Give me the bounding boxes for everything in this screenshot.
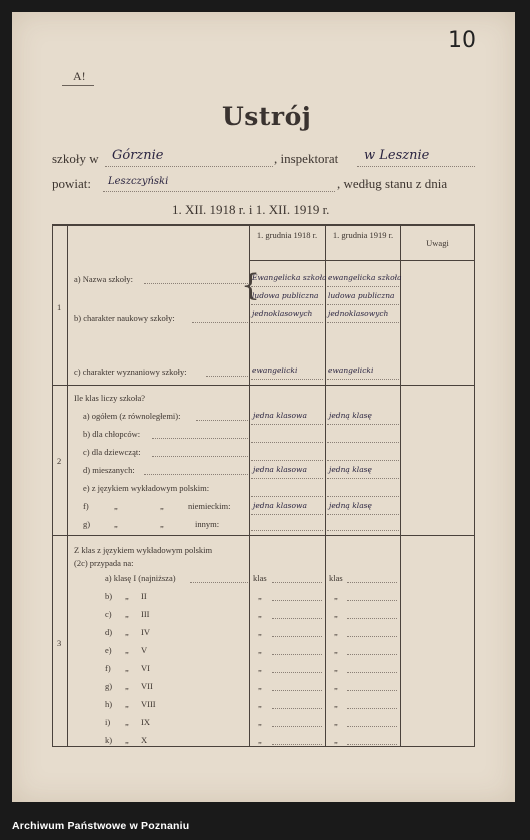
section2-label-b: b) dla chłopców:: [83, 429, 141, 439]
section1-c-dots: [206, 376, 248, 377]
section3-row-ditto: „: [125, 699, 129, 709]
cell-rule: [251, 424, 323, 425]
section3-row-ditto: „: [125, 645, 129, 655]
section3-row-letter: h): [105, 699, 113, 709]
section2-g-ditto-1: „: [114, 519, 118, 529]
district-prefix: powiat:: [52, 176, 91, 191]
cell-1918-ditto: „: [258, 681, 262, 691]
cell-1919-ditto: „: [334, 591, 338, 601]
section3-dots: [190, 582, 248, 583]
school-prefix: szkoły w: [52, 151, 99, 166]
header-row-border: [249, 260, 474, 261]
cell-rule: [327, 304, 399, 305]
cell-rule: [272, 600, 322, 601]
cell-1918-name-1: Ewangelicka szkoła: [252, 273, 327, 282]
section2-border: [52, 535, 475, 536]
cell-1918-name-2: ludowa publiczna: [252, 291, 319, 300]
section2-g-ditto-2: „: [160, 519, 164, 529]
cell-1918-ditto: „: [258, 627, 262, 637]
cell-rule: [251, 478, 323, 479]
cell-1918-ditto: „: [258, 717, 262, 727]
remarks-border: [400, 224, 401, 746]
cell-1918-klas-I: klas: [253, 573, 267, 583]
section2-dots: [144, 474, 248, 475]
section3-row-ditto: „: [125, 681, 129, 691]
section2-f-lang: niemieckim:: [188, 501, 231, 511]
section1-number: 1: [57, 302, 62, 312]
col1919-border: [325, 224, 326, 746]
section2-label-c: c) dla dziewcząt:: [83, 447, 141, 457]
section2-f-ditto-1: „: [114, 501, 118, 511]
section1-a-dots: [144, 283, 248, 284]
cell-rule: [251, 530, 323, 531]
cell-1919-denomination: ewangelicki: [328, 366, 374, 375]
section3-row-ditto: „: [125, 627, 129, 637]
inspectorate-place: w Lesznie: [364, 148, 430, 163]
cell-rule: [251, 304, 323, 305]
section3-row-numeral: IV: [141, 627, 150, 637]
column-header-remarks: Uwagi: [426, 238, 449, 248]
section3-row-ditto: „: [125, 591, 129, 601]
cell-rule: [347, 636, 397, 637]
cell-1918-denomination: ewangelicki: [252, 366, 298, 375]
section3-row-letter: b): [105, 591, 113, 601]
cell-rule: [327, 478, 399, 479]
section3-row-numeral: VII: [141, 681, 153, 691]
cell-rule: [251, 379, 323, 380]
cell-rule: [347, 654, 397, 655]
school-line: [105, 166, 273, 167]
cell-rule: [347, 672, 397, 673]
column-header-1918: 1. grudnia 1918 r.: [256, 230, 318, 240]
cell-1918-classes-total: jedna klasowa: [253, 411, 307, 420]
section2-label-e: e) z językiem wykładowym polskim:: [83, 483, 210, 493]
cell-rule: [347, 708, 397, 709]
cell-1918-ditto: „: [258, 645, 262, 655]
section3-row-ditto: „: [125, 663, 129, 673]
cell-rule: [327, 286, 399, 287]
cell-rule: [272, 672, 322, 673]
section2-label-a: a) ogółem (z równoległemi):: [83, 411, 181, 421]
section3-row-numeral: VI: [141, 663, 150, 673]
cell-rule: [327, 496, 399, 497]
cell-1919-klas-I: klas: [329, 573, 343, 583]
archive-footer: [0, 808, 530, 840]
table-right-border: [474, 224, 475, 746]
section2-label-d: d) mieszanych:: [83, 465, 135, 475]
cell-rule: [347, 600, 397, 601]
page-number: 10: [448, 28, 476, 53]
cell-rule: [251, 322, 323, 323]
cell-1919-ditto: „: [334, 699, 338, 709]
cell-rule: [251, 442, 323, 443]
state-text: , według stanu z dnia: [337, 176, 448, 191]
section3-row-ditto: „: [125, 735, 129, 745]
section2-dots: [196, 420, 248, 421]
cell-rule: [327, 424, 399, 425]
cell-rule: [251, 286, 323, 287]
section2-dots: [152, 456, 248, 457]
section3-heading-line1: Z klas z językiem wykładowym polskim: [74, 545, 213, 555]
cell-1918-ditto: „: [258, 735, 262, 745]
section3-row-letter: d): [105, 627, 113, 637]
section3-heading-line2: (2c) przypada na:: [74, 558, 134, 568]
archive-name: Archiwum Państwowe w Poznaniu: [12, 820, 190, 832]
cell-1919-ditto: „: [334, 681, 338, 691]
cell-rule: [272, 690, 322, 691]
cell-1919-classes-mixed: jedną klasę: [329, 465, 372, 474]
cell-1919-ditto: „: [334, 627, 338, 637]
cell-rule: [272, 744, 322, 745]
section3-row-ditto: „: [125, 717, 129, 727]
cell-rule: [272, 618, 322, 619]
cell-1918-classes-german: jedna klasowa: [253, 501, 307, 510]
cell-1918-ditto: „: [258, 663, 262, 673]
cell-1918-name-3: jednoklasowych: [252, 309, 313, 318]
cell-1919-ditto: „: [334, 735, 338, 745]
cell-rule: [347, 582, 397, 583]
section1-label-c: c) charakter wyznaniowy szkoły:: [74, 367, 187, 377]
number-col-border: [67, 224, 68, 746]
district-name: Leszczyński: [108, 176, 169, 187]
form-mark-underline: [62, 85, 94, 86]
section2-label-f: f): [83, 501, 89, 511]
section2-heading: Ile klas liczy szkoła?: [74, 393, 146, 403]
section3-number: 3: [57, 638, 62, 648]
cell-1919-name-3: jednoklasowych: [328, 309, 389, 318]
cell-rule: [251, 496, 323, 497]
cell-1918-classes-mixed: jedna klasowa: [253, 465, 307, 474]
section3-row-numeral: V: [141, 645, 148, 655]
cell-rule: [251, 460, 323, 461]
section3-row-letter: k): [105, 735, 113, 745]
section3-row-letter: i): [105, 717, 111, 727]
cell-rule: [327, 379, 399, 380]
cell-1918-ditto: „: [258, 609, 262, 619]
cell-1919-ditto: „: [334, 663, 338, 673]
cell-rule: [272, 708, 322, 709]
form-mark: A!: [73, 69, 86, 83]
cell-rule: [327, 530, 399, 531]
cell-rule: [327, 322, 399, 323]
table-left-border: [52, 224, 53, 746]
cell-1919-classes-german: jedną klasę: [329, 501, 372, 510]
cell-rule: [327, 442, 399, 443]
section2-number: 2: [57, 456, 62, 466]
column-header-1919: 1. grudnia 1919 r.: [332, 230, 394, 240]
section2-label-g: g): [83, 519, 91, 529]
cell-rule: [327, 460, 399, 461]
cell-rule: [347, 690, 397, 691]
dates-line: 1. XII. 1918 r. i 1. XII. 1919 r.: [172, 202, 330, 217]
section2-f-ditto-2: „: [160, 501, 164, 511]
cell-rule: [272, 582, 322, 583]
section3-row-letter: e): [105, 645, 112, 655]
cell-1919-classes-total: jedną klasę: [329, 411, 372, 420]
section2-g-lang: innym:: [195, 519, 220, 529]
section2-dots: [152, 438, 248, 439]
cell-1919-ditto: „: [334, 609, 338, 619]
cell-rule: [251, 514, 323, 515]
cell-1919-name-2: ludowa publiczna: [328, 291, 395, 300]
page-title: Ustrój: [222, 102, 312, 131]
school-place: Górznie: [112, 148, 164, 163]
section3-row-ditto: „: [125, 609, 129, 619]
inspectorate-line: [357, 166, 475, 167]
section1-b-dots: [192, 322, 248, 323]
section3-row-numeral: VIII: [141, 699, 156, 709]
section1-label-a: a) Nazwa szkoły:: [74, 274, 134, 284]
cell-1919-ditto: „: [334, 717, 338, 727]
inspectorate-prefix: , inspektorat: [274, 151, 339, 166]
section3-row-letter: c): [105, 609, 112, 619]
section3-row-numeral: X: [141, 735, 148, 745]
brace: {: [241, 268, 261, 303]
cell-rule: [347, 618, 397, 619]
district-line: [103, 191, 335, 192]
cell-1919-name-1: ewangelicka szkoła: [328, 273, 402, 282]
section1-border: [52, 385, 475, 386]
section1-label-b: b) charakter naukowy szkoły:: [74, 313, 175, 323]
section3-label-a: a) klasę I (najniższa): [105, 573, 176, 583]
table-bottom-border: [52, 746, 475, 747]
cell-rule: [272, 636, 322, 637]
section3-row-numeral: III: [141, 609, 150, 619]
cell-1918-ditto: „: [258, 591, 262, 601]
section3-row-numeral: II: [141, 591, 147, 601]
cell-1918-ditto: „: [258, 699, 262, 709]
cell-rule: [347, 744, 397, 745]
cell-rule: [327, 514, 399, 515]
cell-rule: [272, 654, 322, 655]
section3-row-letter: g): [105, 681, 113, 691]
cell-rule: [347, 726, 397, 727]
cell-rule: [272, 726, 322, 727]
cell-1919-ditto: „: [334, 645, 338, 655]
section3-row-numeral: IX: [141, 717, 150, 727]
table-top-border: [52, 224, 475, 226]
section3-row-letter: f): [105, 663, 111, 673]
